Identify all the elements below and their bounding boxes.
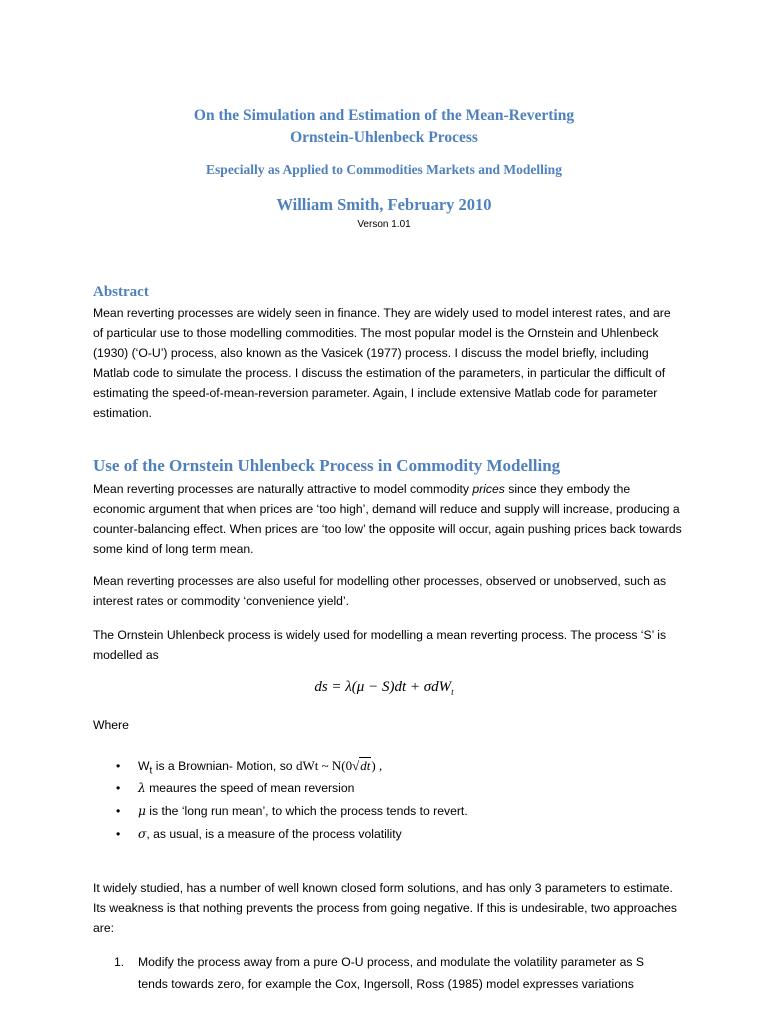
- title-line-1: On the Simulation and Estimation of the Mean-Reverting: [193, 107, 575, 124]
- bullet-text: meaures the speed of mean reversion: [145, 781, 355, 795]
- section-heading: Use of the Ornstein Uhlenbeck Process in Commodity Modelling: [93, 456, 561, 475]
- formula-subscript: t: [451, 687, 454, 697]
- paragraph-3: The Ornstein Uhlenbeck process is widely used for modelling a mean reverting process. The process ‘S’ is modelled as: [93, 628, 667, 662]
- sqrt-symbol: √: [352, 758, 360, 773]
- list-item-brownian: [116, 754, 468, 777]
- author-date: William Smith, February 2010: [276, 195, 492, 214]
- numbered-item-1: [114, 951, 674, 995]
- bullet-icon: •: [116, 827, 121, 841]
- abstract-heading: Abstract: [93, 284, 149, 300]
- p1-text-before: Mean reverting processes are naturally attractive to model commodity: [93, 482, 473, 496]
- list-item-mu: [116, 800, 468, 823]
- document-title: [0, 105, 768, 149]
- version-label: Verson 1.01: [357, 219, 411, 230]
- symbol-mu: μ: [138, 804, 146, 818]
- bullet-icon: •: [116, 804, 121, 818]
- paragraph-4: It widely studied, has a number of well known closed form solutions, and has only 3 parameters to estimate. Its weakness is that nothing prevents the process from going negative. If this is undesirable, two approaches are:: [93, 881, 677, 935]
- parameter-list: [116, 754, 468, 846]
- bullet-icon: •: [116, 781, 121, 795]
- symbol-w: W: [138, 759, 150, 773]
- bullet-text: , as usual, is a measure of the process volatility: [146, 827, 402, 841]
- paragraph-1: [93, 479, 683, 559]
- p1-text-after: since they embody the economic argument that when prices are ‘too high’, demand will reduce and supply will increase, producing a counter-balancing effect. When prices are ‘too low’ the opposite will occur, again pushing prices back towards some kind of long term mean.: [93, 482, 682, 556]
- bullet-text: is a Brownian- Motion, so: [152, 759, 296, 773]
- symbol-sigma: σ: [138, 827, 147, 841]
- inline-math-tail: ) ,: [371, 758, 383, 773]
- inline-math: dWt ~ N(0: [295, 758, 353, 773]
- symbol-w-subscript: t: [149, 765, 153, 777]
- ou-formula: [0, 679, 768, 697]
- abstract-text: Mean reverting processes are widely seen in finance. They are widely used to model interest rates, and are of particular use to those modelling commodities. The most popular model is the Ornstein and Uhlenbeck (1930) (‘O-U’) process, also known as the Vasicek (1977) process. I discuss the model briefly, including Matlab code to simulate the process. I discuss the estimation of the parameters, in particular the difficult of estimating the speed-of-mean-reversion parameter. Again, I include extensive Matlab code for parameter estimation.: [93, 306, 671, 420]
- paragraph-2: Mean reverting processes are also useful for modelling other processes, observed or unobserved, such as interest rates or commodity ‘convenience yield’.: [93, 574, 667, 608]
- title-line-2: Ornstein-Uhlenbeck Process: [290, 129, 478, 146]
- p1-emphasis: prices: [472, 482, 505, 496]
- list-item-lambda: [116, 777, 468, 800]
- formula-main: ds = λ(μ − S)dt + σdW: [314, 679, 452, 695]
- sqrt-argument: dt: [360, 758, 371, 773]
- document-subtitle: Especially as Applied to Commodities Markets and Modelling: [206, 162, 562, 177]
- bullet-text: is the ‘long run mean’, to which the process tends to revert.: [145, 804, 468, 818]
- bullet-icon: •: [116, 759, 121, 773]
- where-label: Where: [93, 718, 129, 732]
- list-item-sigma: [116, 823, 468, 846]
- symbol-lambda: λ: [138, 781, 146, 795]
- item-number: 1.: [114, 955, 125, 969]
- item-text: Modify the process away from a pure O-U process, and modulate the volatility parameter as S tends towards zero, for example the Cox, Ingersoll, Ross (1985) model expresses variations: [138, 955, 645, 991]
